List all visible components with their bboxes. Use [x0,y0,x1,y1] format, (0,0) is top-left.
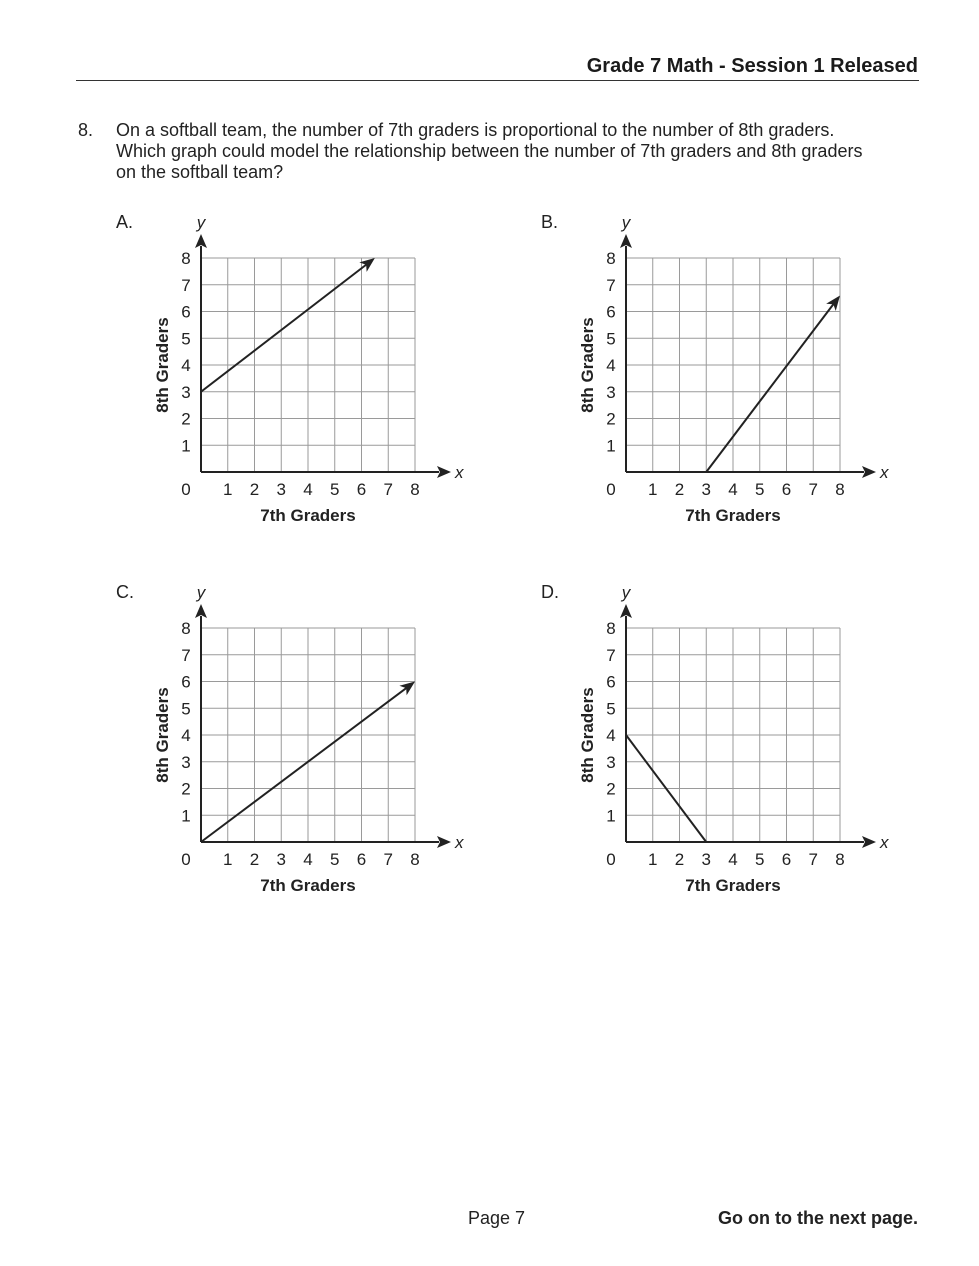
x-axis-label: 7th Graders [685,876,781,895]
x-axis-arrow [437,466,451,478]
y-tick-label: 2 [181,409,191,429]
x-tick-label: 3 [701,850,711,869]
x-tick-label: 2 [674,480,685,499]
y-tick-label: 2 [181,779,191,799]
y-tick-label: 1 [606,436,616,456]
x-tick-label: 4 [303,850,313,869]
x-tick-label: 3 [276,850,286,869]
y-tick-label: 5 [606,329,616,349]
x-variable: x [880,833,889,852]
y-tick-label: 7 [606,275,616,295]
graph-svg [140,205,500,545]
y-axis-label: 8th Graders [153,317,172,413]
y-tick-label: 4 [606,356,616,375]
origin-label: 0 [181,850,191,869]
x-tick-label: 1 [648,480,658,499]
x-tick-label: 2 [249,850,260,869]
page-header-title: Grade 7 Math - Session 1 Released [586,55,918,77]
y-tick-label: 2 [606,409,616,429]
x-tick-label: 8 [835,480,845,499]
x-axis-label: 7th Graders [260,506,356,525]
x-tick-label: 5 [330,480,340,499]
y-tick-label: 8 [181,249,191,268]
x-axis-label: 7th Graders [260,876,356,895]
x-variable: x [455,833,464,852]
x-tick-label: 8 [410,850,420,869]
y-tick-label: 8 [181,619,191,638]
option-d-letter[interactable]: D. [541,582,559,602]
y-variable: y [621,213,631,232]
x-tick-label: 8 [835,850,845,869]
x-tick-label: 1 [223,850,233,869]
x-tick-label: 3 [276,480,286,499]
option-d-graph[interactable] [565,575,925,915]
data-line-arrowhead [399,682,415,696]
y-tick-label: 8 [606,249,616,268]
y-tick-label: 5 [606,699,616,719]
y-tick-label: 3 [606,752,616,772]
x-variable: x [455,463,464,482]
y-tick-label: 1 [181,806,191,826]
x-tick-label: 5 [755,850,765,869]
data-line [201,687,408,842]
x-tick-label: 6 [781,850,792,869]
origin-label: 0 [181,480,191,499]
data-line-arrowhead [826,295,840,311]
option-c-letter[interactable]: C. [116,582,134,602]
question-line: on the softball team? [116,162,284,182]
question-number: 8. [78,120,94,140]
y-tick-label: 5 [181,329,191,349]
y-tick-label: 5 [181,699,191,719]
y-tick-label: 6 [181,672,191,692]
x-tick-label: 3 [701,480,711,499]
x-axis-arrow [437,836,451,848]
y-tick-label: 3 [181,382,191,402]
x-tick-label: 7 [383,480,393,499]
graph-svg [565,205,925,545]
data-line [706,303,834,472]
question-line: On a softball team, the number of 7th graders is proportional to the number of 8th graders. [116,120,835,140]
x-axis-arrow [862,836,876,848]
origin-label: 0 [606,850,616,869]
option-b-letter[interactable]: B. [541,212,559,232]
x-tick-label: 6 [356,480,367,499]
x-tick-label: 8 [410,480,420,499]
y-axis-arrow [620,234,632,248]
y-tick-label: 7 [606,645,616,665]
option-c-graph[interactable] [140,575,500,915]
y-tick-label: 7 [181,645,191,665]
x-tick-label: 7 [808,480,818,499]
data-line [201,263,368,391]
next-page-note: Go on to the next page. [717,1208,918,1228]
x-tick-label: 4 [728,480,738,499]
x-tick-label: 1 [223,480,233,499]
option-a-letter[interactable]: A. [116,212,134,232]
y-tick-label: 4 [181,356,191,375]
x-tick-label: 5 [755,480,765,499]
option-a-graph[interactable] [140,205,500,545]
y-tick-label: 1 [606,806,616,826]
x-tick-label: 5 [330,850,340,869]
y-tick-label: 6 [606,672,616,692]
x-tick-label: 6 [356,850,367,869]
y-axis-label: 8th Graders [578,687,597,783]
question-line: Which graph could model the relationship between the number of 7th graders and 8th graders [116,141,863,161]
x-tick-label: 4 [303,480,313,499]
y-axis-label: 8th Graders [578,317,597,413]
y-tick-label: 7 [181,275,191,295]
x-tick-label: 7 [383,850,393,869]
origin-label: 0 [606,480,616,499]
y-variable: y [196,583,206,602]
y-tick-label: 6 [181,302,191,322]
x-variable: x [880,463,889,482]
y-tick-label: 2 [606,779,616,799]
y-tick-label: 3 [181,752,191,772]
y-axis-arrow [195,234,207,248]
y-axis-arrow [620,604,632,618]
header-rule [76,80,919,81]
x-axis-label: 7th Graders [685,506,781,525]
y-tick-label: 8 [606,619,616,638]
x-tick-label: 6 [781,480,792,499]
question-text [116,120,926,183]
y-tick-label: 3 [606,382,616,402]
x-tick-label: 7 [808,850,818,869]
y-tick-label: 4 [606,726,616,745]
x-axis-arrow [862,466,876,478]
page-number: Page 7 [468,1208,526,1228]
option-b-graph[interactable] [565,205,925,545]
graph-svg [565,575,925,915]
y-axis-arrow [195,604,207,618]
graph-svg [140,575,500,915]
y-tick-label: 6 [606,302,616,322]
y-variable: y [196,213,206,232]
y-tick-label: 1 [181,436,191,456]
y-axis-label: 8th Graders [153,687,172,783]
x-tick-label: 2 [674,850,685,869]
x-tick-label: 2 [249,480,260,499]
y-variable: y [621,583,631,602]
x-tick-label: 1 [648,850,658,869]
y-tick-label: 4 [181,726,191,745]
x-tick-label: 4 [728,850,738,869]
